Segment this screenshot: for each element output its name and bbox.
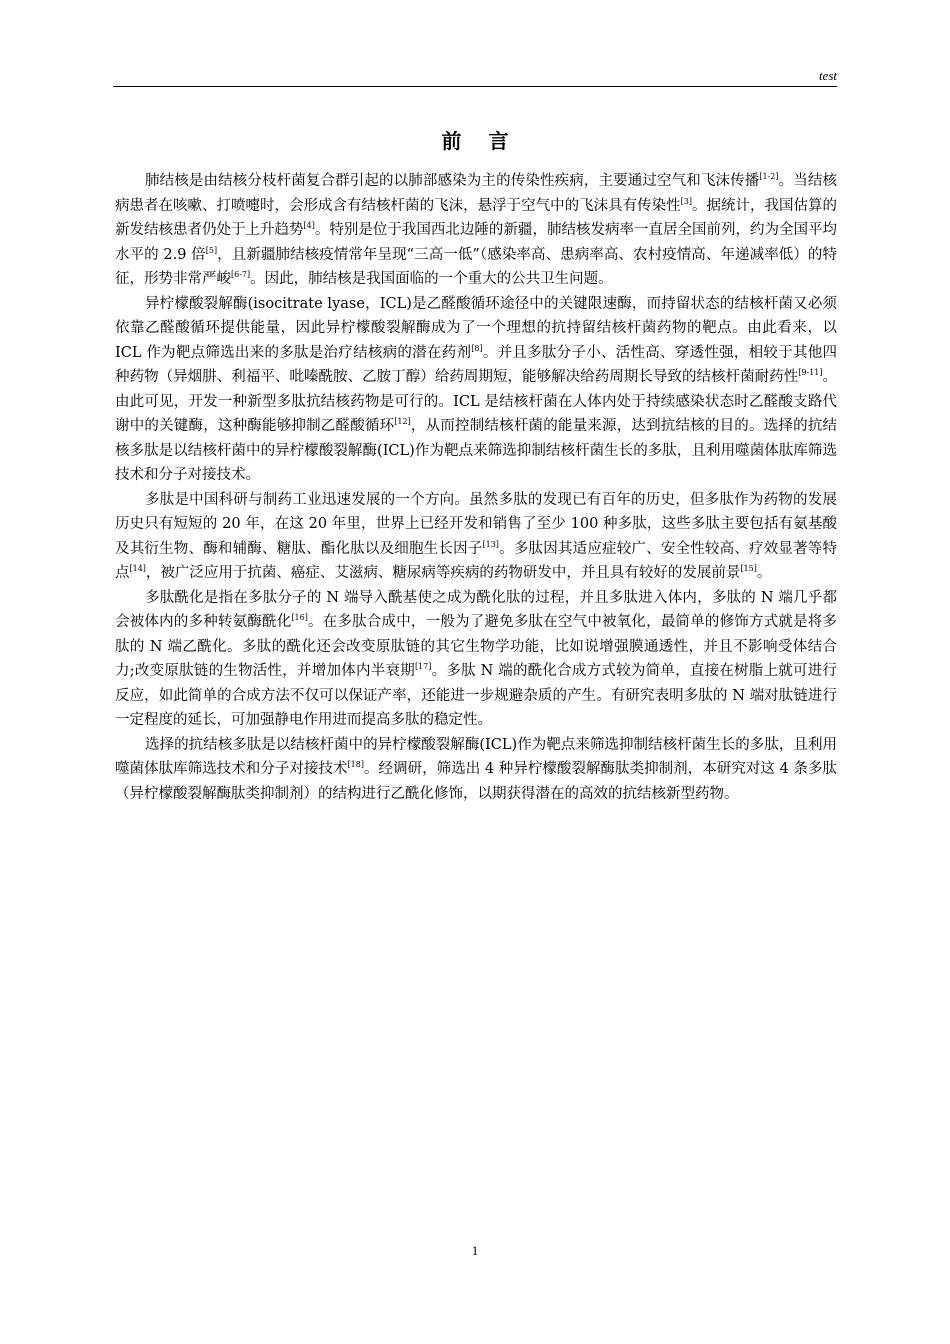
text-run: 多肽是中国科研与制药工业迅速发展的一个方向。虽然多肽的发现已有百年的历史，但多肽作为药物的发展历史只有短短的 20 年，在这 20 年里，世界上已经开发和销售了至少 100 种多肽，这些多肽主要包括有氨基酸及其衍生物、酶和辅酶、糖肽、酯化肽以及细胞生长因子 [115,491,837,557]
text-run: ，被广泛应用于抗菌、癌症、艾滋病、糖尿病等疾病的药物研发中，并且具有较好的发展前景 [145,565,741,581]
text-run: 。多肽 N 端的酰化合成方式较为简单，直接在树脂上就可进行反应，如此简单的合成方法不仅可以保证产率，还能进一步规避杂质的产生。有研究表明多肽的 N 端对肽链进行一定程度的延长，可加强静电作用进而提高多肽的稳定性。 [115,663,837,728]
citation-ref: [18] [347,760,364,770]
text-run: ，从而控制结核杆菌的能量来源，达到抗结核的目的。选择的抗结核多肽是以结核杆菌中的异柠檬酸裂解酶(ICL)作为靶点来筛选抑制结核杆菌生长的多肽，且利用噬菌体肽库筛选技术和分子对接技术。 [115,418,838,483]
text-run: 选择的抗结核多肽是以结核杆菌中的异柠檬酸裂解酶(ICL)作为靶点来筛选抑制结核杆菌生长的多肽，且利用噬菌体肽库筛选技术和分子对接技术 [115,736,837,777]
paragraph [115,586,837,733]
page-number: 1 [471,1243,479,1258]
citation-ref: [17] [414,662,432,672]
text-run: 肺结核是由结核分枝杆菌复合群引起的以肺部感染为主的传染性疾病，主要通过空气和飞沫传播 [145,173,760,189]
text-run: 。经调研，筛选出 4 种异柠檬酸裂解酶肽类抑制剂，本研究对这 4 条多肽（异柠檬酸裂解酶肽类抑制剂）的结构进行乙酰化修饰，以期获得潜在的高效的抗结核新型药物。 [115,761,838,802]
text-run: 。 [756,565,772,581]
body-text [115,169,837,806]
paragraph [115,169,837,292]
citation-ref: [15] [740,564,757,574]
citation-ref: [14] [129,564,146,574]
text-run: 异柠檬酸裂解酶(isocitrate lyase，ICL)是乙醛酸循环途径中的关键限速酶，而持留状态的结核杆菌又必须依靠乙醛酸循环提供能量，因此异柠檬酸裂解酶成为了一个理想的抗持留结核杆菌药物的靶点。由此看来，以 ICL 作为靶点筛选出来的多肽是治疗结核病的潜在药剂 [115,295,837,361]
text-run: 。由此可见，开发一种新型多肽抗结核药物是可行的。ICL 是结核杆菌在人体内处于持续感染状态时乙醛酸支路代谢中的关键酶，这种酶能够抑制乙醛酸循环 [115,369,838,434]
citation-ref: [8] [471,343,483,353]
citation-ref: [1-2] [759,172,779,182]
citation-ref: [6-7] [231,270,251,280]
citation-ref: [5] [205,245,218,255]
paragraph [115,292,837,488]
citation-ref: [16] [291,613,308,623]
paragraph [115,488,837,586]
text-run: 。因此，肺结核是我国面临的一个重大的公共卫生问题。 [250,271,613,287]
citation-ref: [13] [482,539,499,549]
citation-ref: [3] [680,196,692,206]
text-run: 多肽酰化是指在多肽分子的 N 端导入酰基使之成为酰化肽的过程，并且多肽进入体内，多肽的 N 端几乎都会被体内的多种转氨酶酰化 [115,589,837,630]
citation-ref: [12] [394,417,411,427]
section-title: 前 言 [441,129,519,153]
paragraph [115,733,837,807]
text-run: 。据统计，我国估算的新发结核患者仍处于上升趋势 [115,197,838,238]
text-run: 。当结核病患者在咳嗽、打喷嚏时，会形成含有结核杆菌的飞沫，悬浮于空气中的飞沫具有传染性 [115,173,838,214]
text-run: 。在多肽合成中，一般为了避免多肽在空气中被氧化，最简单的修饰方式就是将多肽的 N 端乙酰化。多肽的酰化还会改变原肽链的其它生物学功能，比如说增强膜通透性，并且不影响受体结合力;改变原肽链的生物活性，并增加体内半衰期 [115,614,838,679]
citation-ref: [9-11] [798,368,823,378]
header-rule [113,86,837,87]
running-header: test [818,68,837,83]
text-run: ，且新疆肺结核疫情常年呈现“三高一低”（感染率高、患病率高、农村疫情高、年递减率低）的特征，形势非常严峻 [115,246,837,287]
citation-ref: [4] [303,221,315,231]
text-run: 。特别是位于我国西北边陲的新疆，肺结核发病率一直居全国前列，约为全国平均水平的 2.9 倍 [115,222,838,263]
text-run: 。多肽因其适应症较广、安全性较高、疗效显著等特点 [115,540,838,581]
text-run: 。并且多肽分子小、活性高、穿透性强，相较于其他四种药物（异烟肼、利福平、吡嗪酰胺、乙胺丁醇）给药周期短，能够解决给药周期长导致的结核杆菌耐药性 [115,344,838,385]
